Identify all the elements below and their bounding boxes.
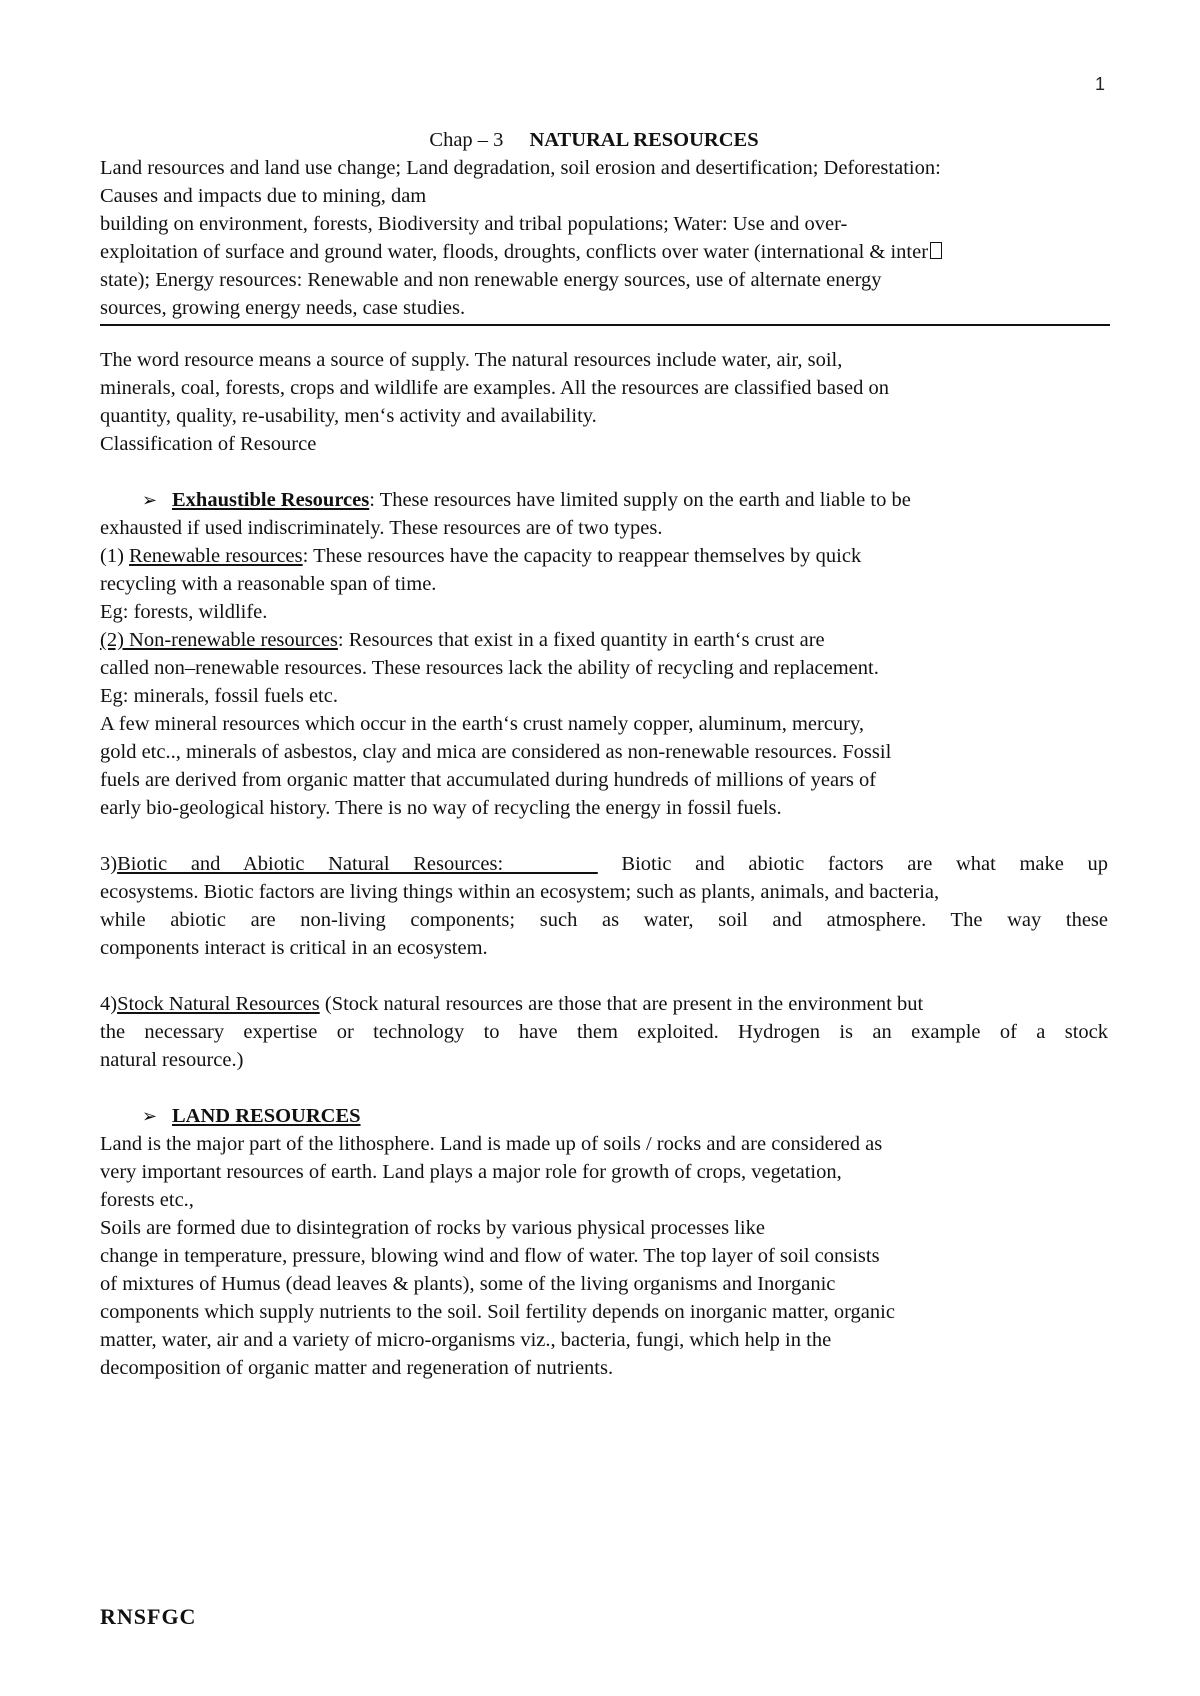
missing-glyph-box (930, 242, 942, 259)
paragraph-line: fuels are derived from organic matter that accumulated during hundreds of millions of years of (100, 769, 877, 791)
chapter-number: Chap – 3 (429, 129, 504, 151)
chapter-title: NATURAL RESOURCES (529, 129, 759, 151)
stock-prefix: 4) (100, 993, 118, 1015)
page-content (100, 126, 1108, 1382)
paragraph-line: matter, water, air and a variety of micro-organisms viz., bacteria, fungi, which help in the (100, 1329, 832, 1351)
paragraph-line: The word resource means a source of supply. The natural resources include water, air, soil, (100, 349, 843, 371)
paragraph-line: of mixtures of Humus (dead leaves & plants), some of the living organisms and Inorganic (100, 1273, 836, 1295)
syllabus-line: Land resources and land use change; Land degradation, soil erosion and desertification; Deforestation: (100, 157, 941, 179)
paragraph-line: minerals, coal, forests, crops and wildlife are examples. All the resources are classified based on (100, 377, 889, 399)
intro-paragraph (100, 346, 1108, 458)
renewable-line (100, 542, 1108, 570)
paragraph-line: gold etc.., minerals of asbestos, clay and mica are considered as non-renewable resources. Fossil (100, 741, 892, 763)
land-heading: LAND RESOURCES (172, 1105, 361, 1127)
paragraph-line: Land is the major part of the lithosphere. Land is made up of soils / rocks and are considered as (100, 1133, 883, 1155)
biotic-text: Biotic and abiotic factors are what make up (621, 853, 1109, 875)
paragraph-line: while abiotic are non-living components; such as water, soil and atmosphere. The way these (100, 909, 1108, 931)
exhaustible-bullet-line (100, 486, 1108, 514)
paragraph-line: very important resources of earth. Land plays a major role for growth of crops, vegetation, (100, 1161, 842, 1183)
paragraph-line: forests etc., (100, 1189, 194, 1211)
nonrenewable-text: : Resources that exist in a fixed quantity in earth‘s crust are (337, 629, 825, 651)
paragraph-line: components which supply nutrients to the soil. Soil fertility depends on inorganic matter, organic (100, 1301, 895, 1323)
renewable-example: Eg: forests, wildlife. (100, 601, 268, 623)
footer-institution: RNSFGC (100, 1604, 197, 1629)
paragraph-line: called non–renewable resources. These resources lack the ability of recycling and replacement. (100, 657, 879, 679)
biotic-section (100, 850, 1108, 962)
syllabus-line: state); Energy resources: Renewable and non renewable energy sources, use of alternate energy (100, 269, 882, 291)
stock-first-line (100, 990, 1108, 1018)
land-section (100, 1102, 1108, 1382)
paragraph-line: components interact is critical in an ecosystem. (100, 937, 488, 959)
arrow-bullet-icon: ➢ (142, 490, 158, 510)
paragraph-line: the necessary expertise or technology to have them exploited. Hydrogen is an example of a stock (100, 1021, 1108, 1043)
nonrenewable-example: Eg: minerals, fossil fuels etc. (100, 685, 338, 707)
biotic-heading: Biotic and Abiotic Natural Resources: (117, 853, 598, 875)
syllabus-line-text: exploitation of surface and ground water, floods, droughts, conflicts over water (international & inter (100, 241, 929, 263)
paragraph-line: natural resource.) (100, 1049, 244, 1071)
exhaustible-text: : These resources have limited supply on the earth and liable to be (369, 489, 911, 511)
renewable-heading: Renewable resources (129, 545, 303, 567)
paragraph-line: A few mineral resources which occur in the earth‘s crust namely copper, aluminum, mercury, (100, 713, 865, 735)
paragraph-line: change in temperature, pressure, blowing wind and flow of water. The top layer of soil consists (100, 1245, 880, 1267)
syllabus-line: Causes and impacts due to mining, dam (100, 185, 427, 207)
nonrenewable-heading: (2) Non-renewable resources (100, 629, 338, 651)
chapter-heading (100, 126, 1108, 154)
paragraph-line: early bio-geological history. There is no way of recycling the energy in fossil fuels. (100, 797, 782, 819)
page-number: 1 (1094, 74, 1105, 94)
classification-heading: Classification of Resource (100, 433, 317, 455)
paragraph-line: decomposition of organic matter and regeneration of nutrients. (100, 1357, 614, 1379)
paragraph-line: exhausted if used indiscriminately. These resources are of two types. (100, 517, 663, 539)
biotic-first-line (100, 850, 1108, 878)
paragraph-line: recycling with a reasonable span of time. (100, 573, 437, 595)
nonrenewable-line (100, 626, 1108, 654)
stock-heading: Stock Natural Resources (117, 993, 320, 1015)
stock-text: (Stock natural resources are those that are present in the environment but (319, 993, 924, 1015)
paragraph-line: ecosystems. Biotic factors are living things within an ecosystem; such as plants, animals, and bacteria, (100, 881, 940, 903)
exhaustible-section (100, 486, 1108, 822)
syllabus-block (100, 154, 1108, 322)
syllabus-line (100, 238, 1108, 266)
paragraph-line: quantity, quality, re-usability, men‘s activity and availability. (100, 405, 597, 427)
land-bullet-line (100, 1102, 1108, 1130)
renewable-prefix: (1) (100, 545, 130, 567)
renewable-text: : These resources have the capacity to reappear themselves by quick (302, 545, 862, 567)
syllabus-line: sources, growing energy needs, case studies. (100, 297, 466, 319)
exhaustible-heading: Exhaustible Resources (172, 489, 370, 511)
syllabus-line: building on environment, forests, Biodiversity and tribal populations; Water: Use and over- (100, 213, 848, 235)
biotic-prefix: 3) (100, 853, 118, 875)
arrow-bullet-icon: ➢ (142, 1106, 158, 1126)
stock-section (100, 990, 1108, 1074)
paragraph-line: Soils are formed due to disintegration of rocks by various physical processes like (100, 1217, 765, 1239)
